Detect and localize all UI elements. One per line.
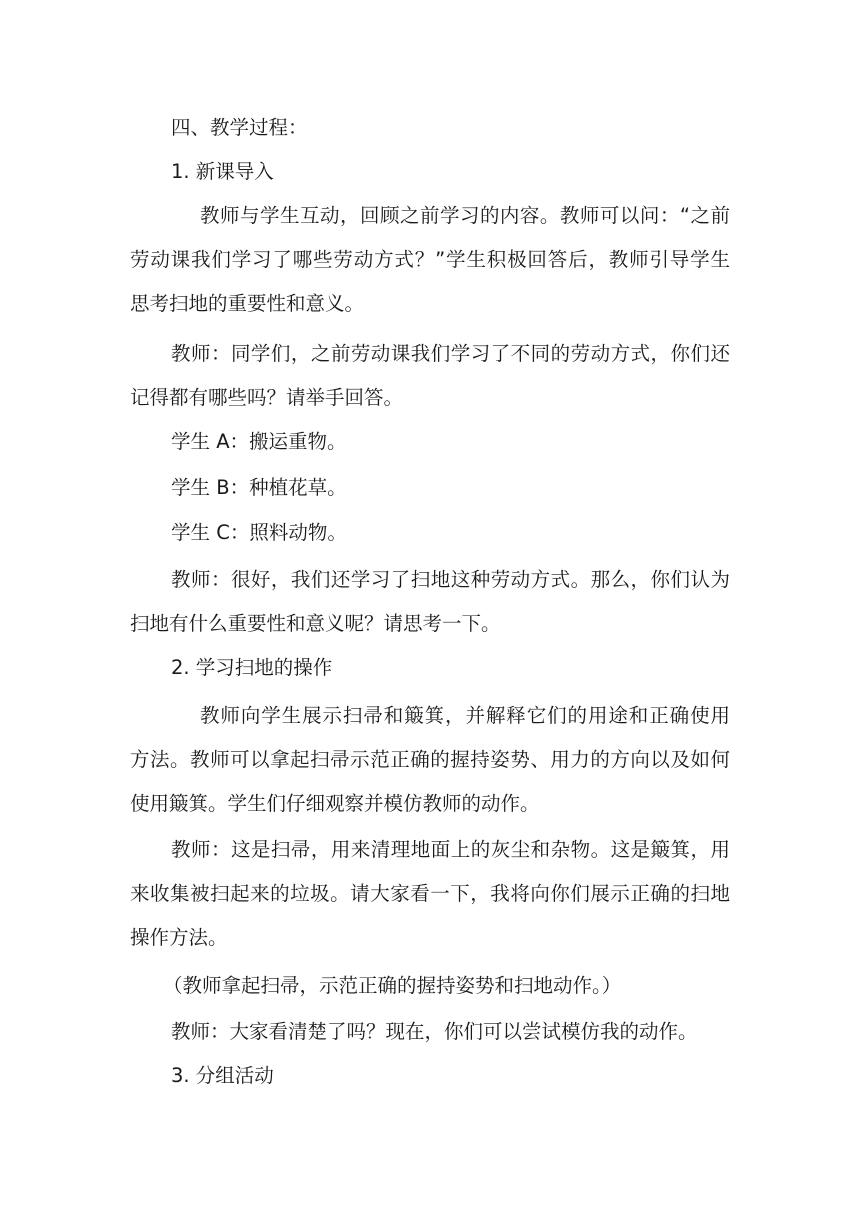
subsection-heading-sweeping: 2. 学习扫地的操作 (171, 656, 333, 679)
paragraph-7: 教师：大家看清楚了吗？现在，你们可以尝试模仿我的动作。 (171, 1020, 698, 1043)
paragraph-5-line-3: 操作方法。 (130, 926, 228, 949)
paragraph-2-line-1: 教师：同学们，之前劳动课我们学习了不同的劳动方式，你们还 (171, 342, 730, 365)
paragraph-4-line-3: 使用簸箕。学生们仔细观察并模仿教师的动作。 (130, 792, 540, 815)
student-b-answer: 学生 B：种植花草。 (171, 476, 347, 499)
paragraph-5-line-2: 来收集被扫起来的垃圾。请大家看一下，我将向你们展示正确的扫地 (130, 882, 730, 905)
student-a-answer: 学生 A：搬运重物。 (171, 430, 347, 453)
paragraph-4-line-1: 教师向学生展示扫帚和簸箕，并解释它们的用途和正确使用 (200, 704, 730, 727)
paragraph-1-line-2: 劳动课我们学习了哪些劳动方式？”学生积极回答后，教师引导学生 (130, 248, 730, 271)
paragraph-1-line-3: 思考扫地的重要性和意义。 (130, 292, 365, 315)
student-c-answer: 学生 C：照料动物。 (171, 521, 347, 544)
subsection-heading-intro: 1. 新课导入 (171, 160, 274, 183)
paragraph-4-line-2: 方法。教师可以拿起扫帚示范正确的握持姿势、用力的方向以及如何 (130, 748, 730, 771)
paragraph-1-line-1: 教师与学生互动，回顾之前学习的内容。教师可以问：“之前 (200, 204, 730, 227)
section-heading: 四、教学过程： (171, 116, 308, 139)
paragraph-3-line-1: 教师：很好，我们还学习了扫地这种劳动方式。那么，你们认为 (171, 568, 730, 591)
paragraph-2-line-2: 记得都有哪些吗？请举手回答。 (130, 386, 404, 409)
stage-direction: （教师拿起扫帚，示范正确的握持姿势和扫地动作。） (163, 974, 622, 997)
paragraph-5-line-1: 教师：这是扫帚，用来清理地面上的灰尘和杂物。这是簸箕，用 (171, 838, 730, 861)
subsection-heading-group-activity: 3. 分组活动 (171, 1064, 274, 1087)
paragraph-3-line-2: 扫地有什么重要性和意义呢？请思考一下。 (130, 612, 501, 635)
